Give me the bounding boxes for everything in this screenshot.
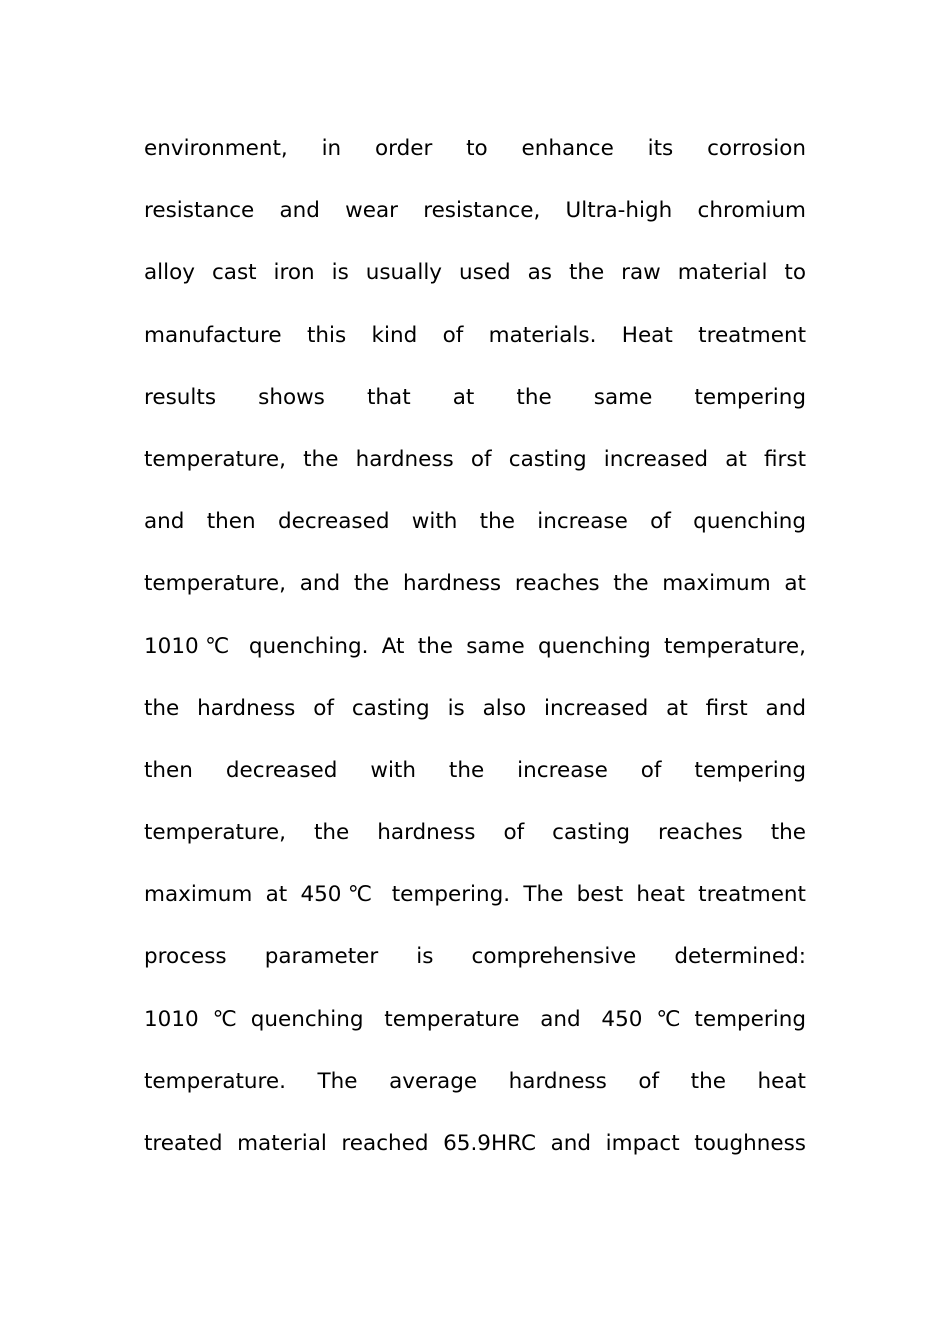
text-line: temperature, the hardness of casting reaches the: [144, 820, 806, 846]
body-paragraph: [144, 130, 806, 1187]
text-line: then decreased with the increase of tempering: [144, 757, 806, 783]
text-line: treated material reached 65.9HRC and impact toughness: [144, 1131, 806, 1156]
text-line: maximum at 450℃ tempering. The best heat treatment: [144, 882, 806, 908]
text-line: 1010℃quenching temperature and 450℃tempering: [144, 1006, 806, 1032]
text-line: process parameter is comprehensive determined:: [144, 944, 806, 970]
text-line: temperature. The average hardness of the heat: [144, 1068, 806, 1094]
text-line: temperature, and the hardness reaches the maximum at: [144, 571, 806, 597]
text-line: environment, in order to enhance its corrosion: [144, 136, 806, 161]
text-line: 1010℃ quenching. At the same quenching temperature,: [144, 633, 806, 659]
text-line: resistance and wear resistance, Ultra-high chromium: [144, 198, 806, 224]
text-line: results shows that at the same tempering: [144, 384, 806, 410]
text-line: alloy cast iron is usually used as the raw material to: [144, 260, 806, 286]
text-line: manufacture this kind of materials. Heat treatment: [144, 322, 806, 348]
text-line: temperature, the hardness of casting increased at first: [144, 446, 806, 472]
text-line: the hardness of casting is also increased at first and: [144, 695, 806, 721]
text-line: and then decreased with the increase of quenching: [144, 509, 806, 535]
